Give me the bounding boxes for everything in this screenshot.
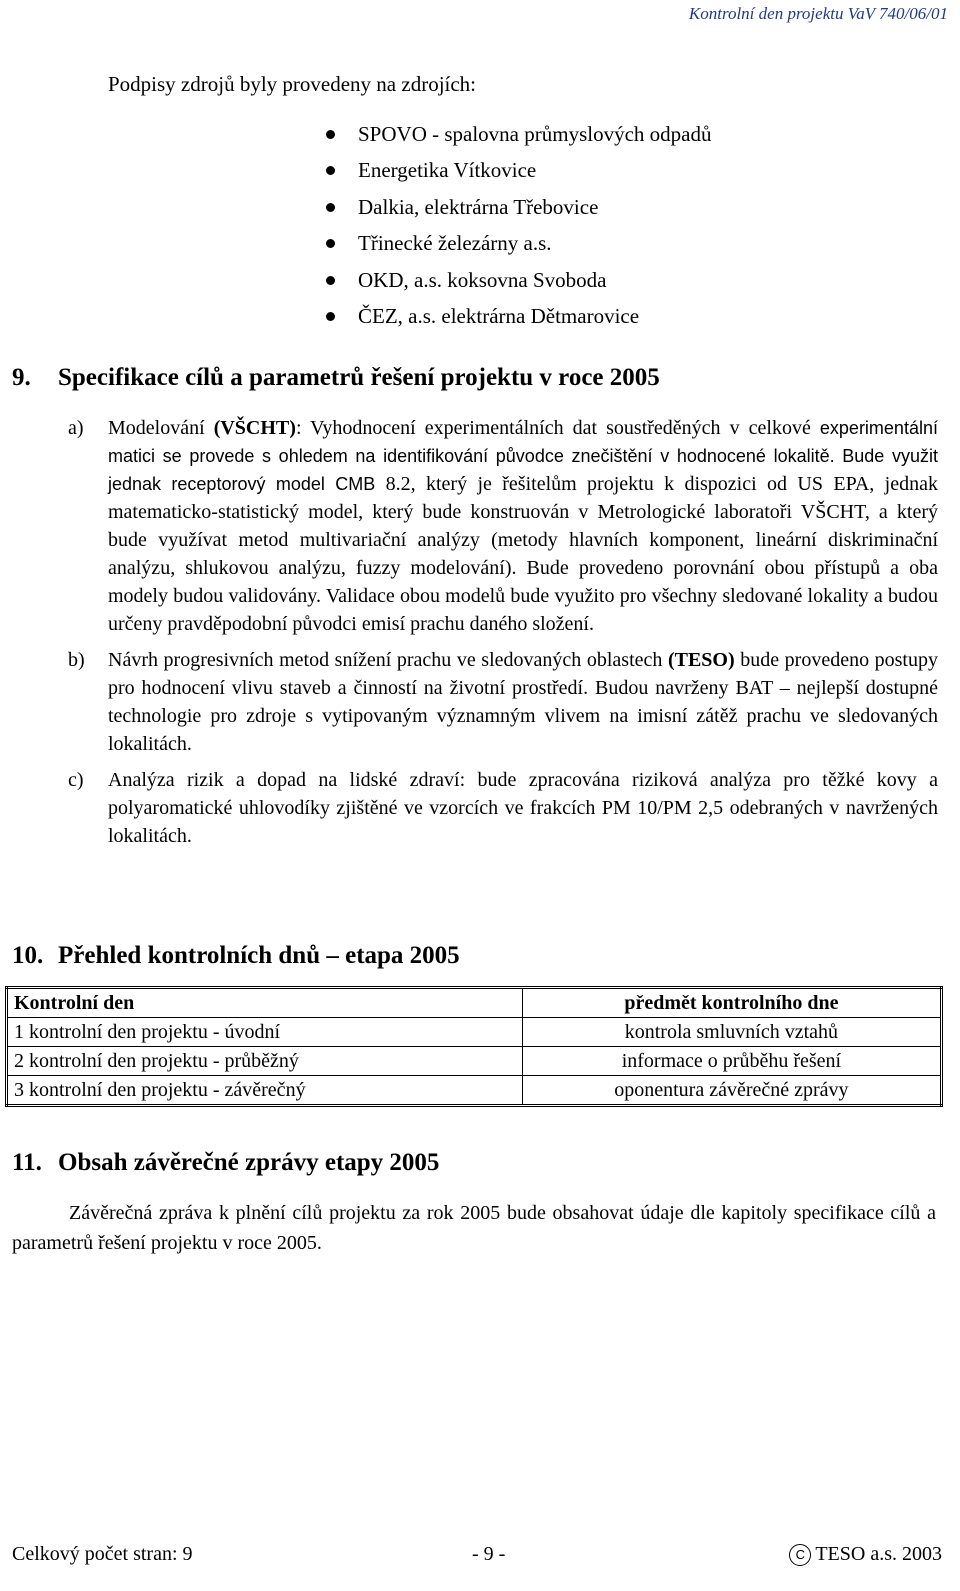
bullet-icon — [326, 130, 335, 139]
section-11-text: Závěrečná zpráva k plnění cílů projektu za rok 2005 bude obsahovat údaje dle kapitoly specifikace cílů a parametrů řešení projektu v roce 2005. — [12, 1202, 936, 1254]
table-header-row: Kontrolní den předmět kontrolního dne — [7, 988, 942, 1018]
bullet-icon — [326, 312, 335, 321]
list-item: ČEZ, a.s. elektrárna Dětmarovice — [318, 301, 711, 337]
sources-list — [318, 119, 711, 337]
table-row: 2 kontrolní den projektu - průběžný informace o průběhu řešení — [7, 1047, 942, 1076]
item-a: a) Modelování (VŠCHT): Vyhodnocení experimentálních dat soustředěných v celkové experimentální matici se provede s ohledem na identifikování původce znečištění v hodnocené lokalitě. Bude využit jednak receptorový model CMB 8.2, který je řešitelům projektu k dispozici od US EPA, jednak matematicko-statistický model, který bude konstruován v Metrologické laboratoři VŠCHT, a který bude využívat metod multivariační analýzy (metody hlavních komponent, lineární diskriminační analýzu, shlukovou analýzu, fuzzy modelování). Bude provedeno porovnání obou přístupů a oba modely budou validovány. Validace obou modelů bude využito pro všechny sledované lokality a budou určeny pravděpodobní původci emisí prachu daného složení. — [68, 417, 938, 635]
list-item: SPOVO - spalovna průmyslových odpadů — [318, 119, 711, 155]
bullet-icon — [326, 166, 335, 175]
section-11-heading: 11. Obsah závěrečné zprávy etapy 2005 — [12, 1149, 440, 1176]
section-9-items — [68, 414, 938, 858]
list-item: Dalkia, elektrárna Třebovice — [318, 192, 711, 228]
list-item: OKD, a.s. koksovna Svoboda — [318, 265, 711, 301]
section-9-heading: 9. Specifikace cílů a parametrů řešení projektu v roce 2005 — [12, 364, 660, 391]
page-number: - 9 - — [472, 1543, 506, 1565]
bullet-icon — [326, 239, 335, 248]
table-row: 3 kontrolní den projektu - závěrečný oponentura závěrečné zprávy — [7, 1076, 942, 1106]
page-header-title: Kontrolní den projektu VaV 740/06/01 — [688, 4, 948, 23]
table-row: 1 kontrolní den projektu - úvodní kontrola smluvních vztahů — [7, 1018, 942, 1047]
page-count: Celkový počet stran: 9 — [12, 1543, 193, 1565]
bullet-icon — [326, 203, 335, 212]
list-item: Energetika Vítkovice — [318, 155, 711, 191]
item-c: c) Analýza rizik a dopad na lidské zdraví: bude zpracována riziková analýza pro těžké kovy a polyaromatické uhlovodíky zjištěné ve vzorcích ve frakcích PM 10/PM 2,5 odebraných v navržených lokalitách. — [68, 769, 938, 847]
intro-text: Podpisy zdrojů byly provedeny na zdrojích: — [108, 72, 477, 96]
copyright-icon: C — [789, 1544, 811, 1566]
copyright: C TESO a.s. 2003 — [789, 1543, 942, 1566]
control-days-table — [5, 986, 943, 1107]
bullet-icon — [326, 276, 335, 285]
list-item: Třinecké železárny a.s. — [318, 228, 711, 264]
item-b: b) Návrh progresivních metod snížení prachu ve sledovaných oblastech (TESO) bude provedeno postupy pro hodnocení vlivu staveb a činností na životní prostředí. Budou navrženy BAT – nejlepší dostupné technologie pro zdroje s vytipovaným významným vlivem na imisní zátěž prachu ve sledovaných lokalitách. — [68, 649, 938, 755]
section-10-heading: 10. Přehled kontrolních dnů – etapa 2005 — [12, 942, 460, 969]
